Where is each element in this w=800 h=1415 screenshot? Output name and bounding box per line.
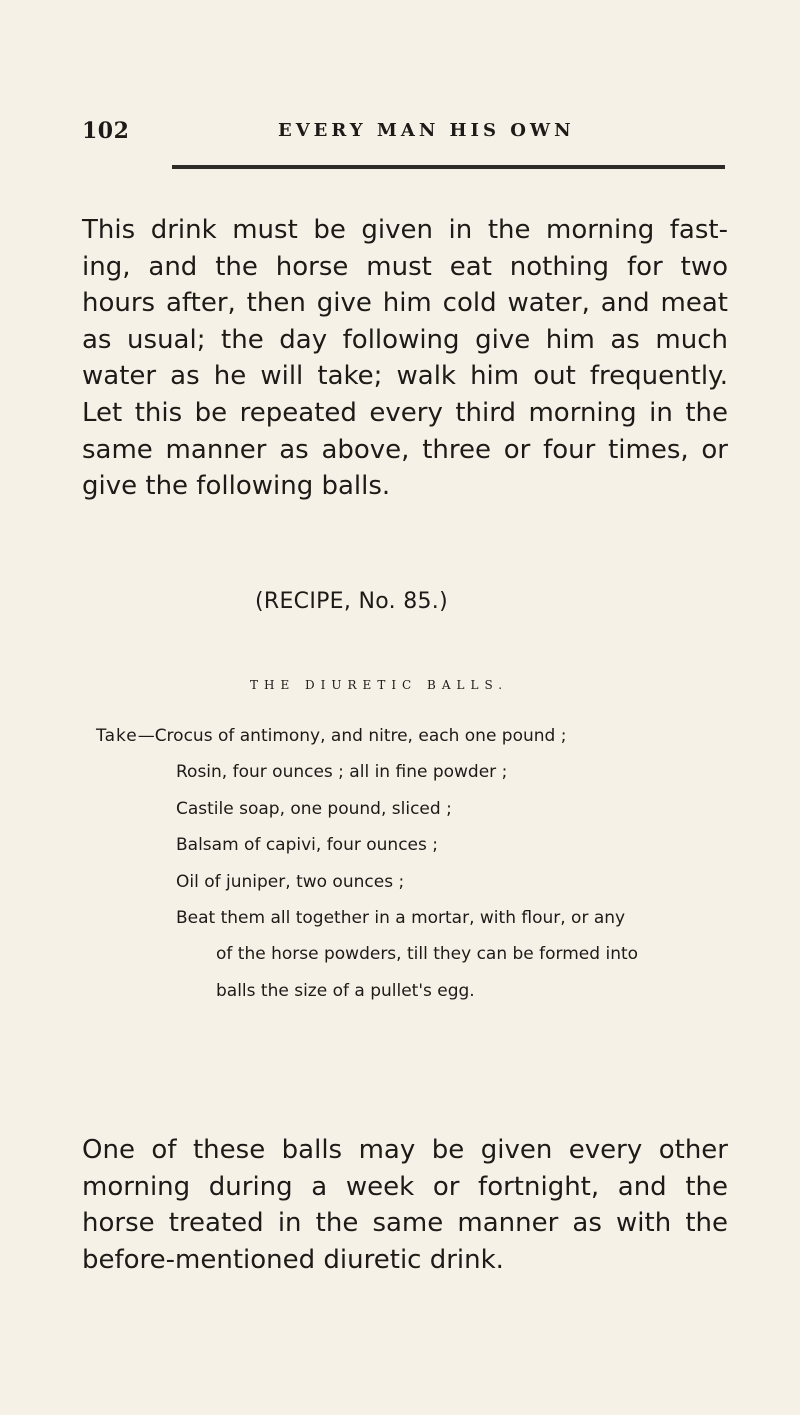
ingredient-text: —Crocus of antimony, and nitre, each one pound ; (137, 726, 567, 746)
paragraph-drink-instructions (82, 212, 728, 505)
ingredient-line: Beat them all together in a mortar, with flour, or any (176, 908, 626, 929)
text-line: One of these balls may be given every other (82, 1135, 728, 1165)
recipe-heading: (RECIPE, No. 85.) (255, 589, 448, 614)
paragraph-ball-usage (82, 1132, 728, 1278)
header-rule (172, 165, 725, 169)
text-line: hours after, then give him cold water, and meat (82, 288, 728, 319)
text-line: horse treated in the same manner as with the (82, 1208, 728, 1239)
take-word: Take (96, 726, 138, 746)
ingredient-line: balls the size of a pullet's egg. (216, 980, 475, 1001)
recipe-subtitle: THE DIURETIC BALLS. (250, 678, 509, 692)
running-title: EVERY MAN HIS OWN (278, 120, 575, 141)
text-line: before-mentioned diuretic drink. (82, 1244, 504, 1275)
ingredient-line: Balsam of capivi, four ounces ; (176, 835, 438, 856)
running-head (82, 118, 722, 148)
ingredient-line: Oil of juniper, two ounces ; (176, 871, 405, 892)
text-line: morning during a week or fortnight, and the (82, 1171, 728, 1202)
page-number: 102 (82, 118, 130, 144)
text-line: This drink must be given in the morning fast- (82, 215, 728, 245)
text-line: Let this be repeated every third morning in the (82, 397, 728, 428)
text-line: ing, and the horse must eat nothing for two (82, 251, 728, 282)
ingredient-line: Castile soap, one pound, sliced ; (176, 798, 452, 819)
text-line: as usual; the day following give him as much (82, 324, 728, 355)
text-line: give the following balls. (82, 471, 391, 502)
ingredient-line: Rosin, four ounces ; all in fine powder ; (176, 762, 508, 783)
ingredient-line: of the horse powders, till they can be formed into (216, 944, 639, 965)
text-line: same manner as above, three or four times, or (82, 434, 728, 465)
text-line: water as he will take; walk him out frequently. (82, 361, 728, 392)
ingredient-list (96, 718, 726, 1009)
ingredient-line (96, 718, 726, 754)
